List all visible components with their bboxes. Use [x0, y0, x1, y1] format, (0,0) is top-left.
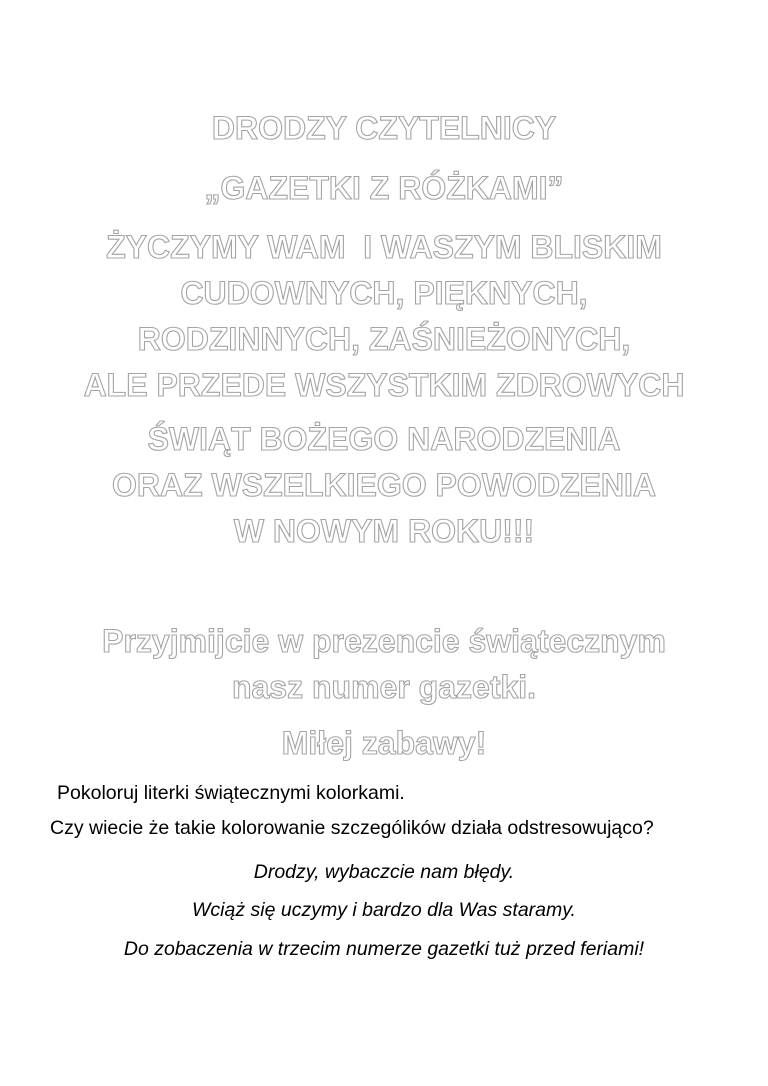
present-line-1: Przyjmijcie w prezencie świątecznym	[102, 623, 666, 659]
wishes-block	[0, 224, 768, 408]
destress-note: Czy wiecie że takie kolorowanie szczególików działa odstresowująco?	[50, 817, 654, 839]
holiday-line-3: W NOWYM ROKU!!!	[233, 513, 535, 549]
apology-note: Drodzy, wybaczcie nam błędy.	[253, 861, 515, 883]
wish-line-2: CUDOWNYCH, PIĘKNYCH,	[180, 275, 588, 311]
learning-note: Wciąż się uczymy i bardzo dla Was staramy.	[192, 899, 576, 921]
farewell-note: Do zobaczenia w trzecim numerze gazetki tuż przed feriami!	[123, 938, 645, 960]
fun-block	[0, 720, 768, 766]
greeting-title-line-2: „GAZETKI Z RÓŻKAMI”	[204, 170, 564, 206]
fun-line: Miłej zabawy!	[281, 725, 487, 761]
wish-line-1: ŻYCZYMY WAM I WASZYM BLISKIM	[106, 229, 662, 265]
holiday-block	[0, 416, 768, 554]
greeting-title-block	[0, 98, 768, 218]
holiday-line-1: ŚWIĄT BOŻEGO NARODZENIA	[147, 421, 621, 457]
wish-line-4: ALE PRZEDE WSZYSTKIM ZDROWYCH	[83, 367, 685, 403]
wish-line-3: RODZINNYCH, ZAŚNIEŻONYCH,	[137, 321, 631, 357]
holiday-line-2: ORAZ WSZELKIEGO POWODZENIA	[112, 467, 656, 503]
present-line-2: nasz numer gazetki.	[231, 669, 537, 705]
present-block	[0, 618, 768, 710]
greeting-title-line-1: DRODZY CZYTELNICY	[211, 110, 557, 146]
coloring-note: Pokoloruj literki świątecznymi kolorkami.	[57, 782, 405, 804]
